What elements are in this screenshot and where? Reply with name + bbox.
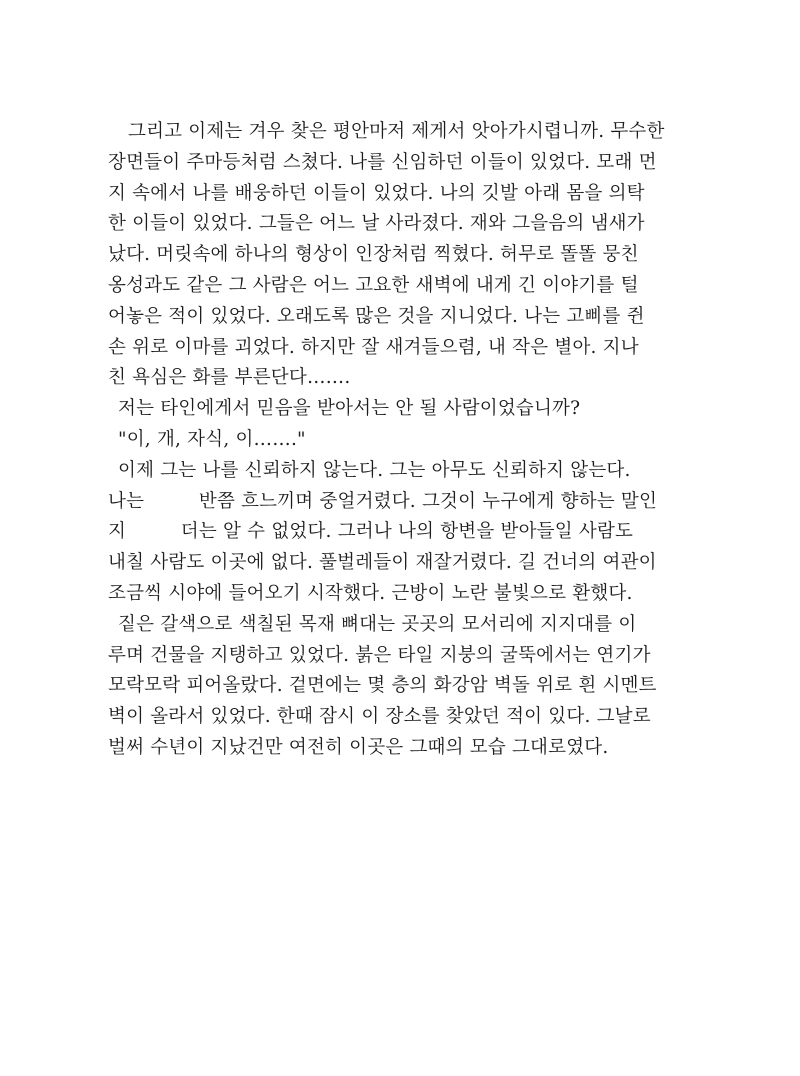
text-line: 저는 타인에게서 믿음을 받아서는 안 될 사람이었습니까?: [118, 398, 581, 420]
text-line: 짙은 갈색으로 색칠된 목재 뼈대는 곳곳의 모서리에 지지대를 이: [118, 613, 637, 635]
text-line: 어놓은 적이 있었다. 오래도록 많은 것을 지니었다. 나는 고삐를 쥔: [108, 305, 645, 327]
text-line: 지 속에서 나를 배웅하던 이들이 있었다. 나의 깃발 아래 몸을 의탁: [108, 182, 645, 204]
body-text: [108, 117, 698, 764]
text-line: 장면들이 주마등처럼 스쳤다. 나를 신임하던 이들이 있었다. 모래 먼: [108, 151, 657, 173]
text-line: 이제 그는 나를 신뢰하지 않는다. 그는 아무도 신뢰하지 않는다.: [118, 459, 631, 481]
text-line: 지 더는 알 수 없었다. 그러나 나의 항변을 받아들일 사람도: [108, 521, 634, 543]
text-line: 조금씩 시야에 들어오기 시작했다. 근방이 노란 불빛으로 환했다.: [108, 582, 633, 604]
text-line: 손 위로 이마를 괴었다. 하지만 잘 새겨들으렴, 내 작은 별아. 지나: [108, 336, 639, 358]
text-line: 벌써 수년이 지났건만 여전히 이곳은 그때의 모습 그대로였다.: [108, 736, 609, 758]
text-line: "이, 개, 자식, 이…….": [118, 428, 306, 450]
text-line: 나는 반쯤 흐느끼며 중얼거렸다. 그것이 누구에게 향하는 말인: [108, 490, 658, 512]
text-line: 벽이 올라서 있었다. 한때 잠시 이 장소를 찾았던 적이 있다. 그날로: [108, 706, 651, 728]
text-line: 루며 건물을 지탱하고 있었다. 붉은 타일 지붕의 굴뚝에서는 연기가: [108, 644, 651, 666]
text-line: 옹성과도 같은 그 사람은 어느 고요한 새벽에 내게 긴 이야기를 털: [108, 274, 639, 296]
text-line: 그리고 이제는 겨우 찾은 평안마저 제게서 앗아가시렵니까. 무수한: [128, 121, 665, 142]
text-line: 모락모락 피어올랐다. 겉면에는 몇 층의 화강암 벽돌 위로 흰 시멘트: [108, 675, 657, 697]
text-line: 내칠 사람도 이곳에 없다. 풀벌레들이 재잘거렸다. 길 건너의 여관이: [108, 552, 657, 574]
text-line: 친 욕심은 화를 부른단다…….: [108, 367, 351, 389]
text-line: 한 이들이 있었다. 그들은 어느 날 사라졌다. 재와 그을음의 냄새가: [108, 213, 645, 235]
text-line: 났다. 머릿속에 하나의 형상이 인장처럼 찍혔다. 허무로 똘똘 뭉친: [108, 244, 639, 266]
